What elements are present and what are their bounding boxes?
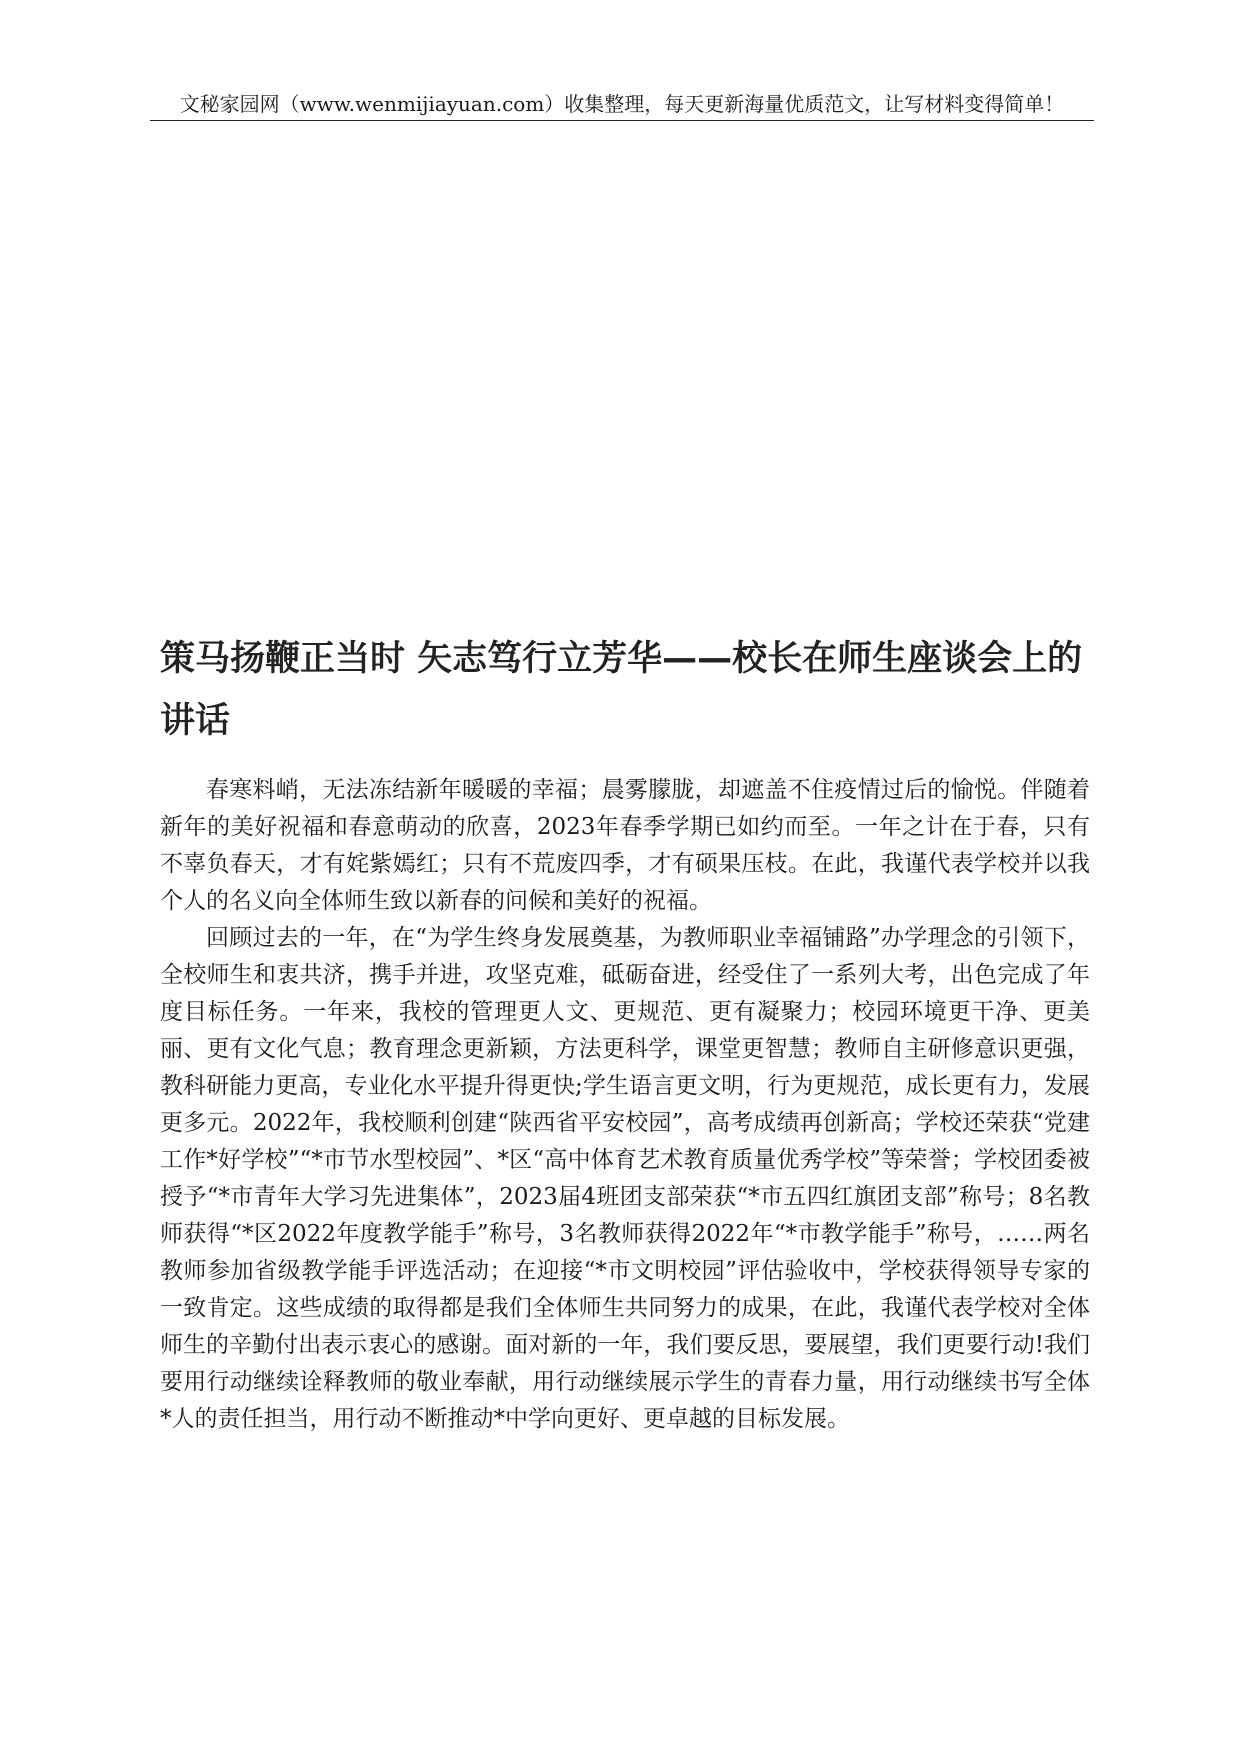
- document-body: [160, 772, 1090, 1438]
- paragraph-review: 回顾过去的一年，在“为学生终身发展奠基，为教师职业幸福铺路”办学理念的引领下，全校师生和衷共济，携手并进，攻坚克难，砥砺奋进，经受住了一系列大考，出色完成了年度目标任务。一年来，我校的管理更人文、更规范、更有凝聚力；校园环境更干净、更美丽、更有文化气息；教育理念更新颖，方法更科学，课堂更智慧；教师自主研修意识更强，教科研能力更高，专业化水平提升得更快;学生语言更文明，行为更规范，成长更有力，发展更多元。2022年，我校顺利创建“陕西省平安校园”，高考成绩再创新高；学校还荣获“党建工作*好学校”“*市节水型校园”、*区“高中体育艺术教育质量优秀学校”等荣誉；学校团委被授予“*市青年大学习先进集体”，2023届4班团支部荣获“*市五四红旗团支部”称号；8名教师获得“*区2022年度教学能手”称号，3名教师获得2022年“*市教学能手”称号，……两名教师参加省级教学能手评选活动；在迎接“*市文明校园”评估验收中，学校获得领导专家的一致肯定。这些成绩的取得都是我们全体师生共同努力的成果，在此，我谨代表学校对全体师生的辛勤付出表示衷心的感谢。面对新的一年，我们要反思，要展望，我们更要行动!我们要用行动继续诠释教师的敬业奉献，用行动继续展示学生的青春力量，用行动继续书写全体*人的责任担当，用行动不断推动*中学向更好、更卓越的目标发展。: [160, 925, 1090, 1432]
- page-header: 文秘家园网（www.wenmijiayuan.com）收集整理，每天更新海量优质范文，让写材料变得简单！: [150, 92, 1094, 121]
- document-title: 策马扬鞭正当时 矢志笃行立芳华——校长在师生座谈会上的讲话: [160, 639, 1083, 741]
- paragraph-intro: 春寒料峭，无法冻结新年暖暖的幸福；晨雾朦胧，却遮盖不住疫情过后的愉悦。伴随着新年的美好祝福和春意萌动的欣喜，2023年春季学期已如约而至。一年之计在于春，只有不辜负春天，才有姹紫嫣红；只有不荒废四季，才有硕果压枝。在此，我谨代表学校并以我个人的名义向全体师生致以新春的问候和美好的祝福。: [160, 777, 1090, 914]
